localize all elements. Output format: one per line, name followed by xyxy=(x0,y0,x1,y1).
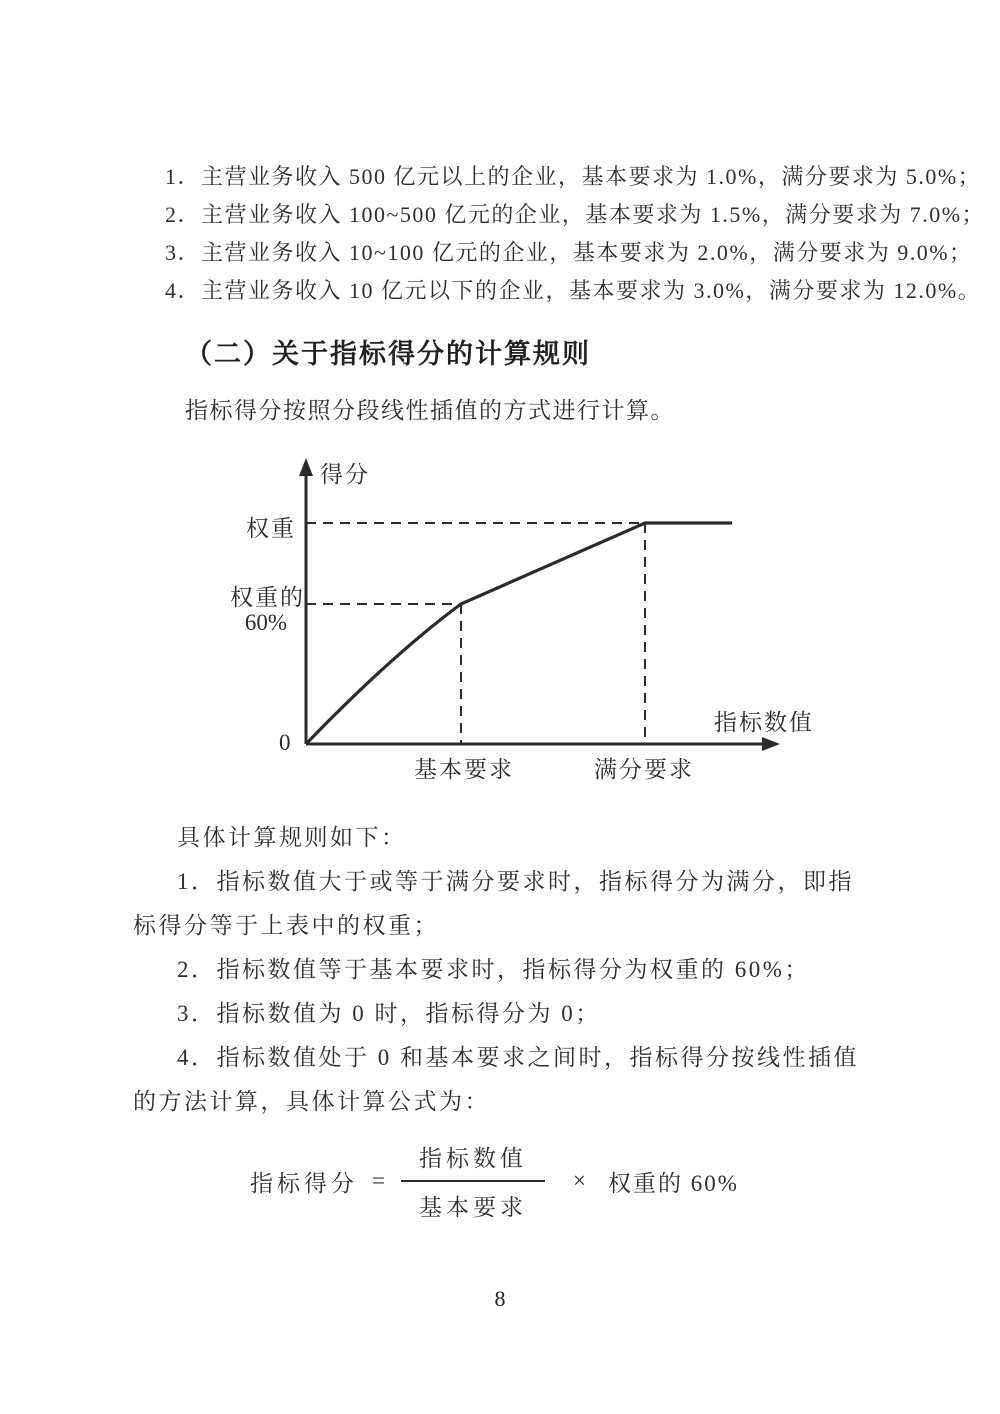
formula-lhs: 指标得分 xyxy=(250,1170,358,1196)
y-axis-arrow-icon xyxy=(299,458,313,476)
fraction-bar xyxy=(401,1180,545,1182)
y-tick-weight60-line2: 60% xyxy=(244,610,288,635)
formula-fraction xyxy=(401,1140,545,1222)
y-tick-weight: 权重 xyxy=(246,516,296,541)
y-axis-title: 得分 xyxy=(320,462,370,487)
equals-sign: = xyxy=(372,1168,385,1193)
score-curve xyxy=(306,523,732,744)
y-tick-weight60-line1: 权重的 xyxy=(230,585,305,610)
formula-rhs: 权重的 60% xyxy=(607,1170,739,1196)
section-lead: 指标得分按照分段线性插值的方式进行计算。 xyxy=(185,398,675,423)
list-item: 3．主营业务收入 10~100 亿元的企业，基本要求为 2.0%，满分要求为 9.0%； xyxy=(165,240,973,265)
multiply-sign: × xyxy=(572,1168,586,1193)
fraction-denominator: 基本要求 xyxy=(418,1195,527,1220)
calculation-rules xyxy=(133,816,873,1124)
page-number: 8 xyxy=(494,1286,506,1311)
section-heading: （二）关于指标得分的计算规则 xyxy=(185,339,591,369)
list-item: 2．主营业务收入 100~500 亿元的企业，基本要求为 1.5%，满分要求为 7.0%； xyxy=(165,202,986,227)
rule-line: 的方法计算，具体计算公式为： xyxy=(133,1089,490,1114)
rule-line: 标得分等于上表中的权重； xyxy=(133,913,439,938)
x-tick-basic: 基本要求 xyxy=(414,757,514,782)
x-axis-title: 指标数值 xyxy=(714,710,814,735)
fraction-numerator: 指标数值 xyxy=(418,1146,527,1171)
origin-label: 0 xyxy=(279,730,291,755)
x-axis-arrow-icon xyxy=(762,737,780,751)
rule-line: 1．指标数值大于或等于满分要求时，指标得分为满分，即指 xyxy=(177,869,854,894)
rule-line: 4．指标数值处于 0 和基本要求之间时，指标得分按线性插值 xyxy=(177,1045,859,1070)
list-item: 1．主营业务收入 500 亿元以上的企业，基本要求为 1.0%，满分要求为 5.0%； xyxy=(165,164,982,189)
score-figure xyxy=(230,455,830,805)
list-item: 4．主营业务收入 10 亿元以下的企业，基本要求为 3.0%，满分要求为 12.0%。 xyxy=(165,278,982,303)
x-tick-full: 满分要求 xyxy=(594,757,694,782)
rule-line: 2．指标数值等于基本要求时，指标得分为权重的 60%； xyxy=(177,957,810,982)
revenue-tier-list xyxy=(133,158,986,310)
rule-line: 3．指标数值为 0 时，指标得分为 0； xyxy=(177,1001,601,1026)
score-formula xyxy=(250,1140,739,1222)
rules-lead: 具体计算规则如下： xyxy=(177,825,407,850)
score-line-chart xyxy=(230,455,830,805)
